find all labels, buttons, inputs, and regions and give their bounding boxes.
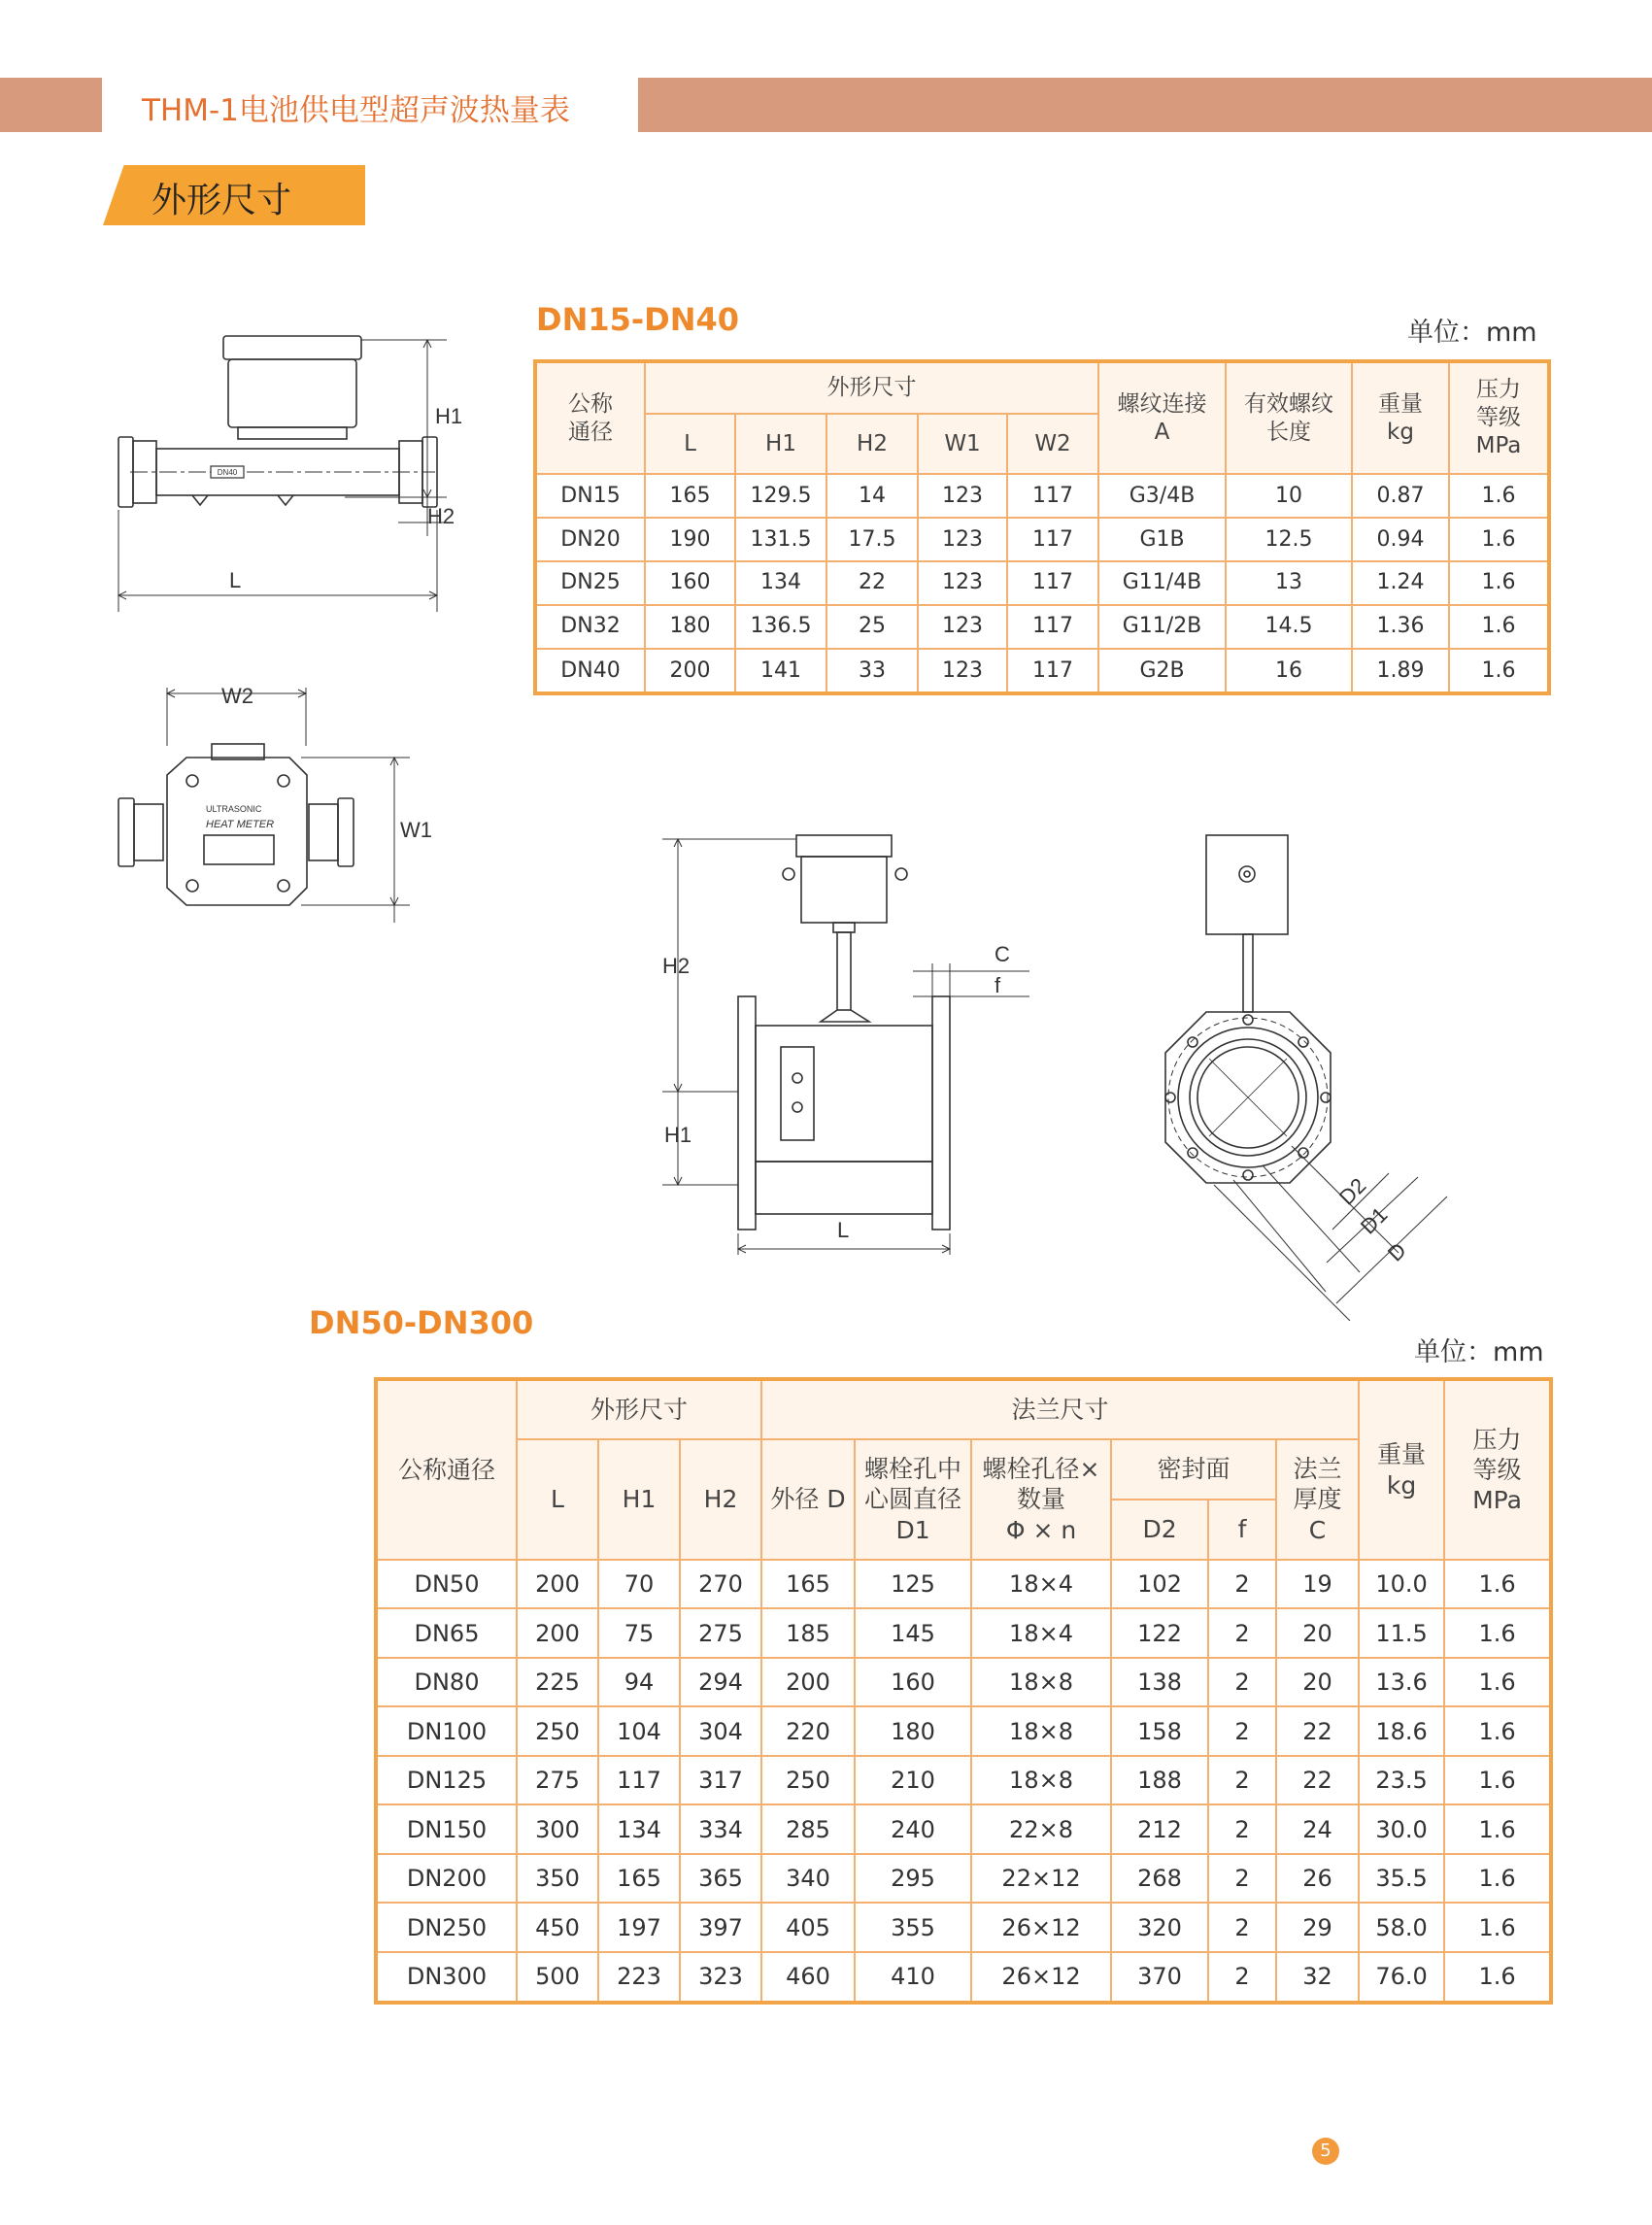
table-cell: 20 xyxy=(1276,1658,1359,1706)
table-cell: 104 xyxy=(598,1706,680,1755)
table-cell: 2 xyxy=(1208,1804,1276,1853)
header-bar-left xyxy=(0,78,102,132)
table-cell: 18.6 xyxy=(1359,1706,1444,1755)
table-cell: 30.0 xyxy=(1359,1804,1444,1853)
table-row xyxy=(376,1854,1551,1903)
table-cell: 220 xyxy=(761,1706,855,1755)
table-cell: 1.6 xyxy=(1444,1706,1551,1755)
table-cell: 185 xyxy=(761,1608,855,1657)
table-cell: 75 xyxy=(598,1608,680,1657)
table-cell: 197 xyxy=(598,1903,680,1951)
table-cell: 1.6 xyxy=(1449,518,1549,561)
header-effective-length: 有效螺纹 长度 xyxy=(1226,361,1352,474)
table-cell: 102 xyxy=(1111,1560,1208,1608)
section-title: 外形尺寸 xyxy=(152,181,292,220)
table-cell: 14 xyxy=(826,474,918,518)
header-bar-right xyxy=(638,78,1652,132)
table-cell: 350 xyxy=(517,1854,598,1903)
table-cell: 405 xyxy=(761,1903,855,1951)
table-cell: 18×4 xyxy=(971,1560,1111,1608)
table-cell: 117 xyxy=(1007,605,1098,649)
table-cell: G11/4B xyxy=(1098,561,1226,605)
table-cell: 365 xyxy=(680,1854,761,1903)
table-cell: 26 xyxy=(1276,1854,1359,1903)
table-cell: DN40 xyxy=(535,649,645,693)
table-cell: 2 xyxy=(1208,1658,1276,1706)
table1-unit: 单位：mm xyxy=(1407,318,1537,348)
table-cell: 13.6 xyxy=(1359,1658,1444,1706)
table2-unit: 单位：mm xyxy=(1414,1337,1544,1367)
table-cell: 22×12 xyxy=(971,1854,1111,1903)
table-cell: 165 xyxy=(598,1854,680,1903)
table-cell: 165 xyxy=(645,474,735,518)
table-row xyxy=(535,561,1549,605)
table-cell: 1.6 xyxy=(1444,1560,1551,1608)
table-cell: 334 xyxy=(680,1804,761,1853)
header-bolt-circle: 螺栓孔中 心圆直径 D1 xyxy=(855,1439,971,1560)
table-cell: 117 xyxy=(598,1756,680,1804)
table-cell: 58.0 xyxy=(1359,1903,1444,1951)
dim-d1-label: D1 xyxy=(1355,1201,1393,1239)
dn-badge: DN40 xyxy=(217,468,238,477)
header-flange-group: 法兰尺寸 xyxy=(761,1379,1359,1439)
table-cell: 136.5 xyxy=(735,605,826,649)
table-cell: 12.5 xyxy=(1226,518,1352,561)
table-cell: 500 xyxy=(517,1952,598,2003)
table-cell: 2 xyxy=(1208,1903,1276,1951)
table-cell: 180 xyxy=(855,1706,971,1755)
page-number: 5 xyxy=(1312,2138,1339,2165)
header-l: L xyxy=(645,414,735,474)
table-cell: G11/2B xyxy=(1098,605,1226,649)
table-cell: 340 xyxy=(761,1854,855,1903)
table-cell: 200 xyxy=(645,649,735,693)
dim-f-label: f xyxy=(995,973,1001,997)
table-cell: 117 xyxy=(1007,518,1098,561)
dim-l-label: L xyxy=(229,568,242,592)
dim-h1-label: H1 xyxy=(435,404,463,428)
table-cell: 190 xyxy=(645,518,735,561)
header-bolt-hole: 螺栓孔径× 数量 Φ × n xyxy=(971,1439,1111,1560)
table-cell: 285 xyxy=(761,1804,855,1853)
header-h1: H1 xyxy=(735,414,826,474)
table-cell: 212 xyxy=(1111,1804,1208,1853)
table-cell: DN200 xyxy=(376,1854,517,1903)
table-cell: 25 xyxy=(826,605,918,649)
table-cell: DN50 xyxy=(376,1560,517,1608)
table-cell: 76.0 xyxy=(1359,1952,1444,2003)
table-cell: 32 xyxy=(1276,1952,1359,2003)
table-cell: 223 xyxy=(598,1952,680,2003)
table-cell: DN125 xyxy=(376,1756,517,1804)
brand-text: ULTRASONIC xyxy=(206,804,262,814)
table-cell: 300 xyxy=(517,1804,598,1853)
header-nominal: 公称 通径 xyxy=(535,361,645,474)
header-nominal: 公称通径 xyxy=(376,1379,517,1560)
table-cell: 1.24 xyxy=(1352,561,1449,605)
table-cell: DN20 xyxy=(535,518,645,561)
table-cell: 294 xyxy=(680,1658,761,1706)
header-weight: 重量 kg xyxy=(1359,1379,1444,1560)
header-l: L xyxy=(517,1439,598,1560)
table-cell: DN300 xyxy=(376,1952,517,2003)
table-row xyxy=(376,1608,1551,1657)
table-cell: 188 xyxy=(1111,1756,1208,1804)
table-cell: 158 xyxy=(1111,1706,1208,1755)
table-cell: 317 xyxy=(680,1756,761,1804)
table-cell: 320 xyxy=(1111,1903,1208,1951)
dim-d-label: D xyxy=(1382,1237,1411,1266)
table-cell: 304 xyxy=(680,1706,761,1755)
dim-w1-label: W1 xyxy=(400,818,432,842)
document-title: THM-1电池供电型超声波热量表 xyxy=(142,93,570,128)
table-row xyxy=(376,1706,1551,1755)
table-cell: 131.5 xyxy=(735,518,826,561)
table-cell: 22×8 xyxy=(971,1804,1111,1853)
table-cell: 1.6 xyxy=(1449,649,1549,693)
table-cell: 117 xyxy=(1007,474,1098,518)
table2-title: DN50-DN300 xyxy=(309,1304,534,1341)
table-cell: 160 xyxy=(855,1658,971,1706)
table-cell: 10.0 xyxy=(1359,1560,1444,1608)
table-cell: 123 xyxy=(918,561,1007,605)
table-cell: 18×8 xyxy=(971,1706,1111,1755)
table-cell: 2 xyxy=(1208,1854,1276,1903)
header-dims-group: 外形尺寸 xyxy=(517,1379,761,1439)
spec-table-dn15-dn40 xyxy=(533,359,1551,695)
table-row xyxy=(376,1560,1551,1608)
table-cell: 11.5 xyxy=(1359,1608,1444,1657)
table-cell: 23.5 xyxy=(1359,1756,1444,1804)
table-cell: 33 xyxy=(826,649,918,693)
header-pressure: 压力 等级 MPa xyxy=(1444,1379,1551,1560)
table-cell: 26×12 xyxy=(971,1952,1111,2003)
table-cell: 123 xyxy=(918,518,1007,561)
table-row xyxy=(376,1658,1551,1706)
table-cell: 18×8 xyxy=(971,1658,1111,1706)
header-f: f xyxy=(1208,1500,1276,1560)
table-cell: 268 xyxy=(1111,1854,1208,1903)
table-cell: 141 xyxy=(735,649,826,693)
table-cell: 117 xyxy=(1007,649,1098,693)
table-cell: 2 xyxy=(1208,1952,1276,2003)
table-cell: DN100 xyxy=(376,1706,517,1755)
table-cell: 122 xyxy=(1111,1608,1208,1657)
dim-c-label: C xyxy=(995,942,1010,966)
table-cell: 165 xyxy=(761,1560,855,1608)
table-cell: 1.6 xyxy=(1444,1854,1551,1903)
table-cell: 125 xyxy=(855,1560,971,1608)
table-cell: 1.36 xyxy=(1352,605,1449,649)
header-thread: 螺纹连接 A xyxy=(1098,361,1226,474)
table-cell: 2 xyxy=(1208,1608,1276,1657)
table-cell: 1.6 xyxy=(1444,1756,1551,1804)
table-cell: 117 xyxy=(1007,561,1098,605)
table-cell: 200 xyxy=(517,1560,598,1608)
table-cell: 397 xyxy=(680,1903,761,1951)
flanged-dim-h1-label: H1 xyxy=(664,1123,692,1147)
table-cell: 1.6 xyxy=(1449,605,1549,649)
table-cell: 13 xyxy=(1226,561,1352,605)
table-cell: 1.89 xyxy=(1352,649,1449,693)
table-cell: 138 xyxy=(1111,1658,1208,1706)
table-cell: 24 xyxy=(1276,1804,1359,1853)
header-outer-diameter: 外径 D xyxy=(761,1439,855,1560)
table-cell: 134 xyxy=(598,1804,680,1853)
meter-label-text: HEAT METER xyxy=(206,819,275,830)
table-cell: 0.87 xyxy=(1352,474,1449,518)
table-cell: 123 xyxy=(918,605,1007,649)
table-cell: 250 xyxy=(517,1706,598,1755)
table-cell: 225 xyxy=(517,1658,598,1706)
table-cell: 160 xyxy=(645,561,735,605)
dim-d2-label: D2 xyxy=(1333,1172,1371,1210)
table-cell: 10 xyxy=(1226,474,1352,518)
table-cell: 370 xyxy=(1111,1952,1208,2003)
table-cell: 35.5 xyxy=(1359,1854,1444,1903)
table-cell: 2 xyxy=(1208,1756,1276,1804)
table-cell: 1.6 xyxy=(1444,1903,1551,1951)
small-meter-side-drawing xyxy=(107,320,466,622)
table-cell: 295 xyxy=(855,1854,971,1903)
table-cell: 145 xyxy=(855,1608,971,1657)
table-cell: DN65 xyxy=(376,1608,517,1657)
table-cell: 22 xyxy=(826,561,918,605)
table-cell: 22 xyxy=(1276,1756,1359,1804)
table-row xyxy=(376,1952,1551,2003)
table-cell: 355 xyxy=(855,1903,971,1951)
table-cell: 134 xyxy=(735,561,826,605)
header-weight: 重量 kg xyxy=(1352,361,1449,474)
table-cell: 18×4 xyxy=(971,1608,1111,1657)
table-row xyxy=(535,474,1549,518)
dim-w2-label: W2 xyxy=(221,684,253,708)
header-seal: 密封面 xyxy=(1111,1439,1276,1500)
spec-table-dn50-dn300 xyxy=(374,1377,1553,2005)
table-cell: 275 xyxy=(517,1756,598,1804)
table-cell: 1.6 xyxy=(1444,1804,1551,1853)
table-cell: 0.94 xyxy=(1352,518,1449,561)
flanged-meter-end-drawing xyxy=(1156,816,1476,1321)
table-cell: 450 xyxy=(517,1903,598,1951)
table-row xyxy=(376,1903,1551,1951)
table-cell: 200 xyxy=(517,1608,598,1657)
table-cell: 410 xyxy=(855,1952,971,2003)
header-thickness: 法兰 厚度 C xyxy=(1276,1439,1359,1560)
table-cell: 460 xyxy=(761,1952,855,2003)
table-cell: 20 xyxy=(1276,1608,1359,1657)
table-cell: 1.6 xyxy=(1444,1952,1551,2003)
table-row xyxy=(376,1804,1551,1853)
table-cell: DN32 xyxy=(535,605,645,649)
table-cell: DN150 xyxy=(376,1804,517,1853)
table-cell: 323 xyxy=(680,1952,761,2003)
table1-title: DN15-DN40 xyxy=(536,301,740,338)
table-cell: 1.6 xyxy=(1444,1658,1551,1706)
table-cell: 22 xyxy=(1276,1706,1359,1755)
header-dims-group: 外形尺寸 xyxy=(645,361,1098,414)
table-row xyxy=(535,518,1549,561)
table-cell: 18×8 xyxy=(971,1756,1111,1804)
table-cell: G2B xyxy=(1098,649,1226,693)
table-cell: 16 xyxy=(1226,649,1352,693)
table-cell: 94 xyxy=(598,1658,680,1706)
flanged-meter-side-drawing xyxy=(622,816,1068,1272)
table-cell: 210 xyxy=(855,1756,971,1804)
table-cell: 19 xyxy=(1276,1560,1359,1608)
header-d2: D2 xyxy=(1111,1500,1208,1560)
table-cell: 200 xyxy=(761,1658,855,1706)
table-row xyxy=(535,649,1549,693)
table-cell: 240 xyxy=(855,1804,971,1853)
dim-h2-label: H2 xyxy=(427,504,455,528)
table-cell: 250 xyxy=(761,1756,855,1804)
table-cell: 129.5 xyxy=(735,474,826,518)
flanged-dim-l-label: L xyxy=(837,1218,850,1242)
header-pressure: 压力 等级 MPa xyxy=(1449,361,1549,474)
table-cell: 14.5 xyxy=(1226,605,1352,649)
header-w1: W1 xyxy=(918,414,1007,474)
table-cell: G3/4B xyxy=(1098,474,1226,518)
flanged-dim-h2-label: H2 xyxy=(662,954,691,978)
table-cell: DN80 xyxy=(376,1658,517,1706)
table-cell: 1.6 xyxy=(1449,561,1549,605)
table-cell: DN250 xyxy=(376,1903,517,1951)
table-cell: 70 xyxy=(598,1560,680,1608)
table-cell: 1.6 xyxy=(1449,474,1549,518)
table-cell: 2 xyxy=(1208,1560,1276,1608)
header-h2: H2 xyxy=(680,1439,761,1560)
table-cell: 17.5 xyxy=(826,518,918,561)
table-cell: DN25 xyxy=(535,561,645,605)
table-cell: 1.6 xyxy=(1444,1608,1551,1657)
table-row xyxy=(535,605,1549,649)
table-cell: 123 xyxy=(918,474,1007,518)
header-h2: H2 xyxy=(826,414,918,474)
header-h1: H1 xyxy=(598,1439,680,1560)
header-w2: W2 xyxy=(1007,414,1098,474)
table-cell: 123 xyxy=(918,649,1007,693)
table-cell: 180 xyxy=(645,605,735,649)
small-meter-top-drawing xyxy=(107,680,437,932)
table-cell: G1B xyxy=(1098,518,1226,561)
table-cell: DN15 xyxy=(535,474,645,518)
table-cell: 26×12 xyxy=(971,1903,1111,1951)
table-row xyxy=(376,1756,1551,1804)
table-cell: 29 xyxy=(1276,1903,1359,1951)
table-cell: 2 xyxy=(1208,1706,1276,1755)
table-cell: 270 xyxy=(680,1560,761,1608)
table-cell: 275 xyxy=(680,1608,761,1657)
